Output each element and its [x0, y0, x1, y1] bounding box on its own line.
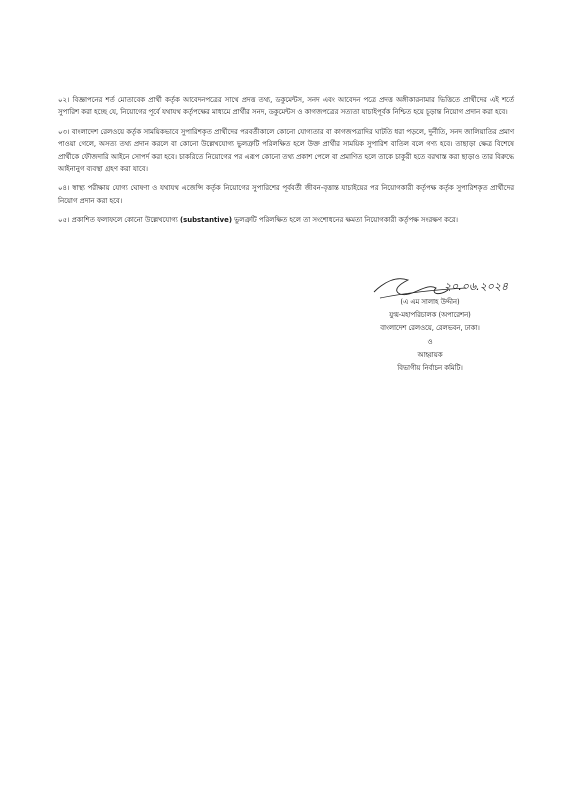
- signatory-conjunction: ও: [427, 337, 433, 346]
- paragraph-05-bold-term: (substantive): [179, 216, 232, 225]
- signatory-designation: যুগ্ম-মহাপরিচালক (অপারেশন): [389, 311, 471, 320]
- signatory-office: বাংলাদেশ রেলওয়ে, রেলভবন, ঢাকা।: [380, 324, 480, 333]
- paragraph-05-start: ০৫। প্রকাশিত ফলাফলে কোনো উল্লেখযোগ্য: [58, 216, 180, 225]
- document-body: [58, 94, 514, 234]
- paragraph-05: [58, 214, 514, 226]
- signatory-committee: বিভাগীয় নির্বাচন কমিটি।: [397, 364, 463, 373]
- paragraph-04: ০৪। স্বাস্থ্য পরীক্ষায় যোগ্য ঘোষণা ও যথাযথ এজেন্সি কর্তৃক নিয়োগের সুপারিশের পূর্ববর্তী জীবন-বৃত্তান্ত যাচাইয়ের পর নিয়োগকারী কর্তৃপক্ষ কর্তৃক সুপারিশকৃত প্রার্থীদের নিয়োগ প্রদান করা হবে।: [58, 184, 514, 205]
- signature-date: ২০.০৬.২০২৪: [444, 280, 509, 293]
- signatory-details: [340, 296, 520, 375]
- paragraph-02: ০২। বিজ্ঞাপনের শর্ত মোতাবেক প্রার্থী কর্তৃক আবেদনপত্রের সাথে প্রদত্ত তথ্য, ডকুমেন্টস, সনদ এবং আবেদন পত্রে প্রদত্ত অঙ্গীকারনামার ভিত্তিতে প্রার্থীদের এই শর্তে সুপারিশ করা হচ্ছে যে, নিয়োগের পূর্বে যথাযথ কর্তৃপক্ষের মাধ্যমে প্রার্থীর সনদ, ডকুমেন্টস ও কাগজপত্রের সত্যতা যাচাইপূর্বক নিশ্চিত হয়ে চূড়ান্ত নিয়োগ প্রদান করা হবে।: [58, 96, 514, 117]
- signatory-role: আহ্বায়ক: [417, 350, 443, 359]
- paragraph-03: ০৩। বাংলাদেশ রেলওয়ে কর্তৃক সাময়িকভাবে সুপারিশকৃত প্রার্থীদের পরবর্তীকালে কোনো যোগ্যতার বা কাগজপত্রাদির ঘাটতি ধরা পড়লে, দুর্নীতি, সনদ জালিয়াতির প্রমাণ পাওয়া গেলে, অসত্য তথ্য প্রদান করলে বা কোনো উল্লেখযোগ্য ভুলত্রুটি পরিলক্ষিত হলে উক্ত প্রার্থীর সাময়িক সুপারিশ বাতিল বলে গণ্য হবে। তাছাড়া ক্ষেত্র বিশেষে প্রার্থীকে ফৌজদারি আইনে সোপর্দ করা হবে। চাকরিতে নিয়োগের পর এরূপ কোনো তথ্য প্রকাশ পেলে বা প্রমাণিত হলে তাকে চাকুরী হতে বরখাস্ত করা ছাড়াও তার বিরুদ্ধে আইনানুগ ব্যবস্থা গ্রহণ করা যাবে।: [58, 127, 514, 174]
- signatory-name: (এ এম সালাহ উদ্দীন): [400, 298, 460, 306]
- paragraph-05-end: ভুলত্রুটি পরিলক্ষিত হলে তা সংশোধনের ক্ষমতা নিয়োগকারী কর্তৃপক্ষ সংরক্ষণ করে।: [231, 216, 459, 225]
